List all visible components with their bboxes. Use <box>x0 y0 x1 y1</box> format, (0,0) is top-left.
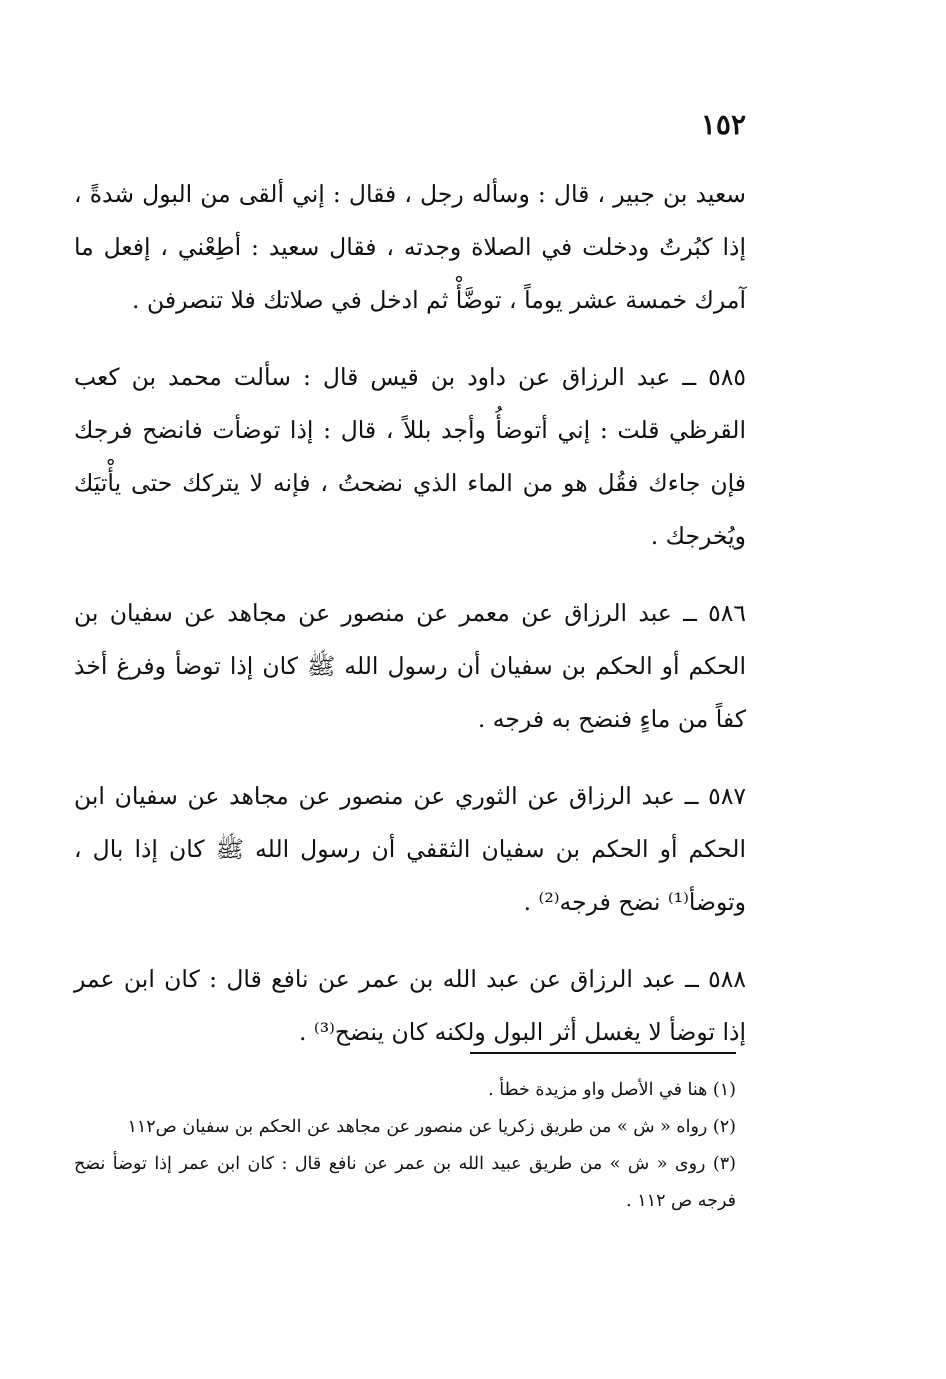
paragraph-continuation: سعيد بن جبير ، قال : وسأله رجل ، فقال : إني ألقى من البول شدةً ، إذا كبُرتُ ودخلت في الصلاة وجدته ، فقال سعيد : أطِعْني ، إفعل ما آمرك خمسة عشر يوماً ، توضَّأْ ثم ادخل في صلاتك فلا تنصرفن . <box>74 180 746 314</box>
footnote-divider <box>470 1052 736 1054</box>
hadith-588: ٥٨٨ ــ عبد الرزاق عن عبد الله بن عمر عن نافع قال : كان ابن عمر إذا توضأ لا يغسل أثر البول ولكنه كان ينضح⁽³⁾ . <box>74 965 746 1046</box>
page-number: ١٥٢ <box>700 108 746 141</box>
hadith-585: ٥٨٥ ــ عبد الرزاق عن داود بن قيس قال : سألت محمد بن كعب القرظي قلت : إني أتوضأُ وأجد بللاً ، قال : إذا توضأت فانضح فرجك فإن جاءك فقُل هو من الماء الذي نضحتُ ، فإنه لا يتركك حتى يأْتيَك ويُخرجك . <box>74 363 746 550</box>
hadith-587: ٥٨٧ ــ عبد الرزاق عن الثوري عن منصور عن مجاهد عن سفيان ابن الحكم أو الحكم بن سفيان الثقفي أن رسول الله ﷺ كان إذا بال ، وتوضأ⁽¹⁾ نضح فرجه⁽²⁾ . <box>74 782 746 916</box>
hadith-586: ٥٨٦ ــ عبد الرزاق عن معمر عن منصور عن مجاهد عن سفيان بن الحكم أو الحكم بن سفيان أن رسول الله ﷺ كان إذا توضأ وفرغ أخذ كفاً من ماءٍ فنضح به فرجه . <box>74 599 746 733</box>
body-text <box>74 168 746 1059</box>
footnote-1: (١) هنا في الأصل واو مزيدة خطأ . <box>488 1080 736 1100</box>
footnote-2: (٢) رواه « ش » من طريق زكريا عن منصور عن مجاهد عن الحكم بن سفيان ص١١٢ <box>127 1117 736 1137</box>
footnotes <box>74 1072 736 1220</box>
footnote-3: (٣) روى « ش » من طريق عبيد الله بن عمر عن نافع قال : كان ابن عمر إذا توضأ نضح فرجه ص ١١٢ . <box>74 1154 736 1211</box>
